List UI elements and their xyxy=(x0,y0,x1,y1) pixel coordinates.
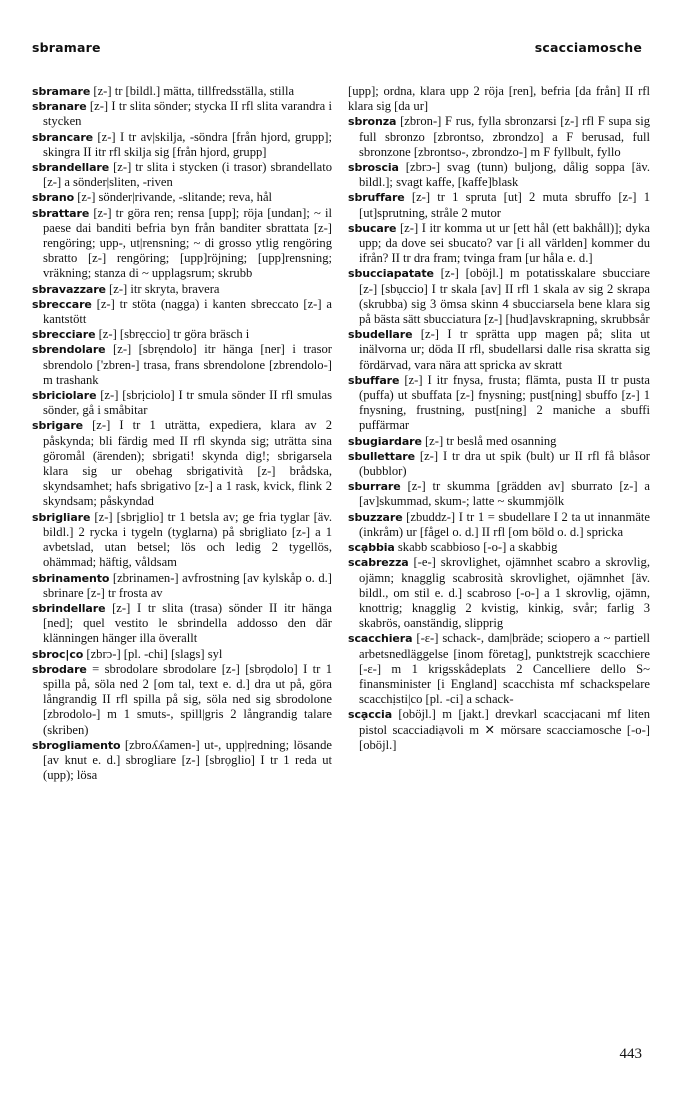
entry-definition: skabb scabbioso [-o-] a skabbig xyxy=(394,540,558,555)
entry-definition: [z-] [sbrẹccio] tr göra bräsch i xyxy=(95,327,250,342)
entry-definition: [z-] [sbrịglio] tr 1 betsla av; ge fria tyglar [äv. bildl.] 2 rycka i tygeln (tyglarna) på sbrigliato [z-] a 1 avbetslad, utan betsel; lös och ledig 2 tygellös, ohämmad; häftig, våldsam xyxy=(43,509,332,570)
entry-definition: [z-] itr skryta, bravera xyxy=(105,281,220,296)
entry-headword: scabrezza xyxy=(348,556,409,570)
entry-headword: sbugiardare xyxy=(348,434,422,448)
entry-definition: = sbrodolare sbrodolare [z-] [sbrọdolo] I tr 1 spilla på, söla ned 2 [om tal, text e. d.] dra ut på, göra långrandig II rfl spilla på sig, söla ned sig sbrodolone [zbrodolo-] m 1 smuts-, spill|gris 2 långrandig talare (skriben) xyxy=(43,661,332,737)
entry-headword: sbrodare xyxy=(32,662,87,676)
entry-headword: sbrindellare xyxy=(32,601,106,615)
dictionary-entry xyxy=(348,160,650,190)
entry-headword: scạbbia xyxy=(348,541,395,555)
dictionary-entry xyxy=(32,160,332,190)
entry-definition: [z-] I tr sprätta upp magen på; slita ut inälvorna ur; döda II rfl, sbudellarsi dalle risa skratta sig fördärvad, vara nära att spricka av skratt xyxy=(359,327,650,372)
entry-headword: sbrecciare xyxy=(32,328,96,342)
entry-headword: sbucciapatate xyxy=(348,267,434,281)
entry-definition: [zbrɔ-] svag (tunn) buljong, dålig soppa [äv. bildl.]; svagt kaffe, [kaffe]blask xyxy=(359,160,650,190)
entry-definition: [z-] tr skumma [grädden av] sburrato [z-] a [av]skummad, skum-; latte ~ skummjölk xyxy=(359,479,650,509)
entry-definition: [upp]; ordna, klara upp 2 röja [ren], befria [da från] II rfl klara sig [da ur] xyxy=(348,84,650,114)
entry-headword: sbrigliare xyxy=(32,510,91,524)
entry-definition: [-ɛ-] schack-, dam|bräde; sciopero a ~ partiell arbetsnedläggelse [inom företag], punktstrejk scacchiere [-ɛ-] m 1 krigsskådeplats 2 Cancelliere dello S~ finansminister [i England] scacchista mf schackspelare scacchịsti|co [pl. -ci] a schack- xyxy=(359,631,650,707)
entry-definition: [zbuddz-] I tr 1 = sbudellare I 2 ta ut innanmäte (inkråm) ur [fågel o. d.] II rfl [om böld o. d.] spricka xyxy=(359,509,650,539)
entry-headword: sbranare xyxy=(32,100,87,114)
dictionary-entry xyxy=(348,631,650,707)
dictionary-entry xyxy=(348,449,650,479)
entry-definition: [z-] I tr av|skilja, -söndra [från hjord, grupp]; skingra II itr rfl skilja sig [från hjord, grupp] xyxy=(43,129,332,159)
entry-definition: [z-] [sbrẹndolo] itr hänga [ner] i trasor sbrendolo ['zbren-] trasa, frans sbrendolone [zbrendolo-] m trashank xyxy=(43,342,332,387)
entry-definition: [-e-] skrovlighet, ojämnhet scabro a skrovlig, ojämn; knagglig scabrosità skrovlighet, ojämnhet [äv. bildl., om stil e. d.] scabroso [-o-] a 1 skrovlig, ojämn, knottrig; knagglig 2 kvistig, kinkig, svår; farlig 3 skabrös, oanständig, slipprig xyxy=(359,555,650,631)
dictionary-entry xyxy=(32,130,332,160)
dictionary-entry xyxy=(348,555,650,631)
entry-headword: sbrancare xyxy=(32,130,94,144)
entry-definition: [z-] I tr slita (trasa) sönder II itr hänga [ned]; quel vestito le sbrindella addosso den där klänningen hänger illa överallt xyxy=(43,600,332,646)
dictionary-entry xyxy=(32,738,332,784)
dictionary-entry xyxy=(32,190,332,205)
dictionary-entry xyxy=(348,510,650,540)
entry-headword: sburrare xyxy=(348,480,401,494)
dictionary-entry xyxy=(348,266,650,327)
entry-definition: [z-] sönder|rivande, -slitande; reva, hål xyxy=(74,190,273,205)
entry-definition: [oböjl.] m [jakt.] drevkarl scaccịacani mf liten pistol scacciadiạvoli m ✕ mörsare scacciamosche [-o-] [oböjl.] xyxy=(359,707,650,752)
left-column xyxy=(32,84,332,783)
dictionary-entry xyxy=(348,434,650,449)
entry-definition: [zbrɔ-] [pl. -chi] [slags] syl xyxy=(83,646,223,661)
entry-definition: [z-] I tr 1 uträtta, expediera, klara av 2 påskynda; bli färdig med II rfl skynda sig; uträtta sina göromål (ärenden); sbrigati! skynda dig!; sbrigarsela klara sig ur obehag sbrigatività [z-] brådska, skyndsamhet; hafs sbrigativo [z-] a 1 rask, kvick, flink 2 skyndsam; påskyndad xyxy=(43,418,332,509)
dictionary-entry xyxy=(32,282,332,297)
entry-definition: [zbrinamen-] avfrostning [av kylskåp o. d.] sbrinare [z-] tr frosta av xyxy=(43,570,332,600)
entry-headword: sbrogliamento xyxy=(32,738,121,752)
entry-headword: sbrinamento xyxy=(32,571,110,585)
entry-definition: [z-] [sbrịciolo] I tr smula sönder II rfl smulas sönder, gå i småbitar xyxy=(43,388,332,418)
entry-definition: [z-] tr 1 spruta [ut] 2 muta sbruffo [z-] 1 [ut]sprutning, stråle 2 mutor xyxy=(359,190,650,220)
dictionary-entry xyxy=(32,388,332,418)
entry-definition: [z-] I itr komma ut ur [ett hål (ett bakhåll)]; dyka upp; da dove sei sbucato? var [i all världen] kommer du ifrån? II tr dra fram; tvinga fram [ur håla e. d.] xyxy=(359,220,650,266)
dictionary-entry xyxy=(32,662,332,738)
entry-definition: [z-] tr slita i stycken (i trasor) sbrandellato [z-] a sönder|sliten, -riven xyxy=(43,160,332,190)
entry-definition: [z-] I tr slita sönder; stycka II rfl slita varandra i stycken xyxy=(43,99,332,129)
dictionary-entry xyxy=(32,99,332,129)
dictionary-entry xyxy=(32,601,332,647)
dictionary-entry xyxy=(32,206,332,282)
dictionary-entry xyxy=(32,510,332,571)
entry-headword: sbuffare xyxy=(348,373,400,387)
right-column xyxy=(348,84,650,753)
dictionary-entry xyxy=(348,190,650,220)
entry-definition: [z-] tr stöta (nagga) i kanten sbreccato [z-] a kantstött xyxy=(43,296,332,327)
entry-definition: [zbroʎʎamen-] ut-, upp|redning; lösande [av knut e. d.] sbrogliare [z-] [sbrọglio] I tr 1 reda ut (upp); lösa xyxy=(43,737,332,783)
entry-definition: [z-] tr beslå med osanning xyxy=(421,433,557,448)
entry-headword: sbroc|co xyxy=(32,647,84,661)
entry-headword: sbuzzare xyxy=(348,510,403,524)
page-number: 443 xyxy=(619,1046,642,1062)
dictionary-entry xyxy=(348,327,650,373)
running-head-right: scacciamosche xyxy=(534,40,642,55)
entry-headword: sbrendolare xyxy=(32,343,106,357)
entry-definition: [z-] tr göra ren; rensa [upp]; röja [undan]; ~ il paese dai banditi befria byn från banditer sbrattata [z-] rengöring; upp-, ut|rensning; ~ di grosso ytlig rengöring sbratto [z-] rengöring; [upp]röjning; [upp]rensning; vräkning; stanza di ~ upplagsrum; skrubb xyxy=(43,205,332,281)
dictionary-entry xyxy=(348,540,650,555)
dictionary-entry xyxy=(348,221,650,267)
dictionary-entry xyxy=(32,342,332,388)
dictionary-entry xyxy=(32,297,332,327)
dictionary-entry xyxy=(348,373,650,434)
entry-definition: [z-] tr [bildl.] mätta, tillfredsställa, stilla xyxy=(90,84,295,98)
entry-headword: scacchiera xyxy=(348,632,413,646)
entry-headword: sbudellare xyxy=(348,328,413,342)
entry-definition: [zbron-] F rus, fylla sbronzarsi [z-] rfl F supa sig full sbronzo [zbrontso, zbrondzo] a F berusad, full sbronzone [zbrontso-, zbrondzo-] m F fyllbult, fyllo xyxy=(359,114,650,159)
dictionary-entry xyxy=(32,84,332,99)
entry-definition: [z-] I itr fnysa, frusta; flämta, pusta II tr pusta (puffa) ut sbuffata [z-] fnysning; pust[ning] sbuffo [z-] 1 fnysning, frustning, pust[ning] 2 maniche a sbuffi puffärmar xyxy=(359,372,650,433)
dictionary-entry xyxy=(348,84,650,114)
entry-headword: sbrigare xyxy=(32,419,83,433)
entry-headword: sbreccare xyxy=(32,297,92,311)
dictionary-entry xyxy=(348,707,650,753)
running-head-left: sbramare xyxy=(32,40,101,55)
entry-definition: [z-] [oböjl.] m potatisskalare sbucciare [z-] [sbụccio] I tr skala [av] II rfl 1 skala av sig 2 skrapa (skrubba) sig 3 ömsa skinn 4 sbucciarsela bene klara sig på bästa sätt sbucciatura [z-] [hud]avskrapning, skrubbsår xyxy=(359,266,650,327)
entry-headword: sbramare xyxy=(32,85,91,98)
dictionary-entry xyxy=(32,647,332,662)
entry-headword: sbruffare xyxy=(348,191,405,205)
dictionary-entry xyxy=(348,479,650,509)
entry-definition: [z-] I tr dra ut spik (bult) ur II rfl få blåsor (bubblor) xyxy=(359,448,650,479)
dictionary-entry xyxy=(32,327,332,342)
entry-headword: sbrandellare xyxy=(32,161,110,175)
entry-headword: sbronza xyxy=(348,115,397,129)
entry-headword: sbrattare xyxy=(32,206,90,220)
entry-headword: sbucare xyxy=(348,221,397,235)
dictionary-entry xyxy=(32,571,332,601)
dictionary-entry xyxy=(348,114,650,160)
entry-headword: sbroscia xyxy=(348,161,399,175)
dictionary-entry xyxy=(32,418,332,509)
entry-headword: sbravazzare xyxy=(32,282,106,296)
entry-headword: sbriciolare xyxy=(32,389,97,403)
entry-headword: sbullettare xyxy=(348,449,415,463)
entry-headword: scạccia xyxy=(348,708,393,722)
entry-headword: sbrano xyxy=(32,191,75,205)
